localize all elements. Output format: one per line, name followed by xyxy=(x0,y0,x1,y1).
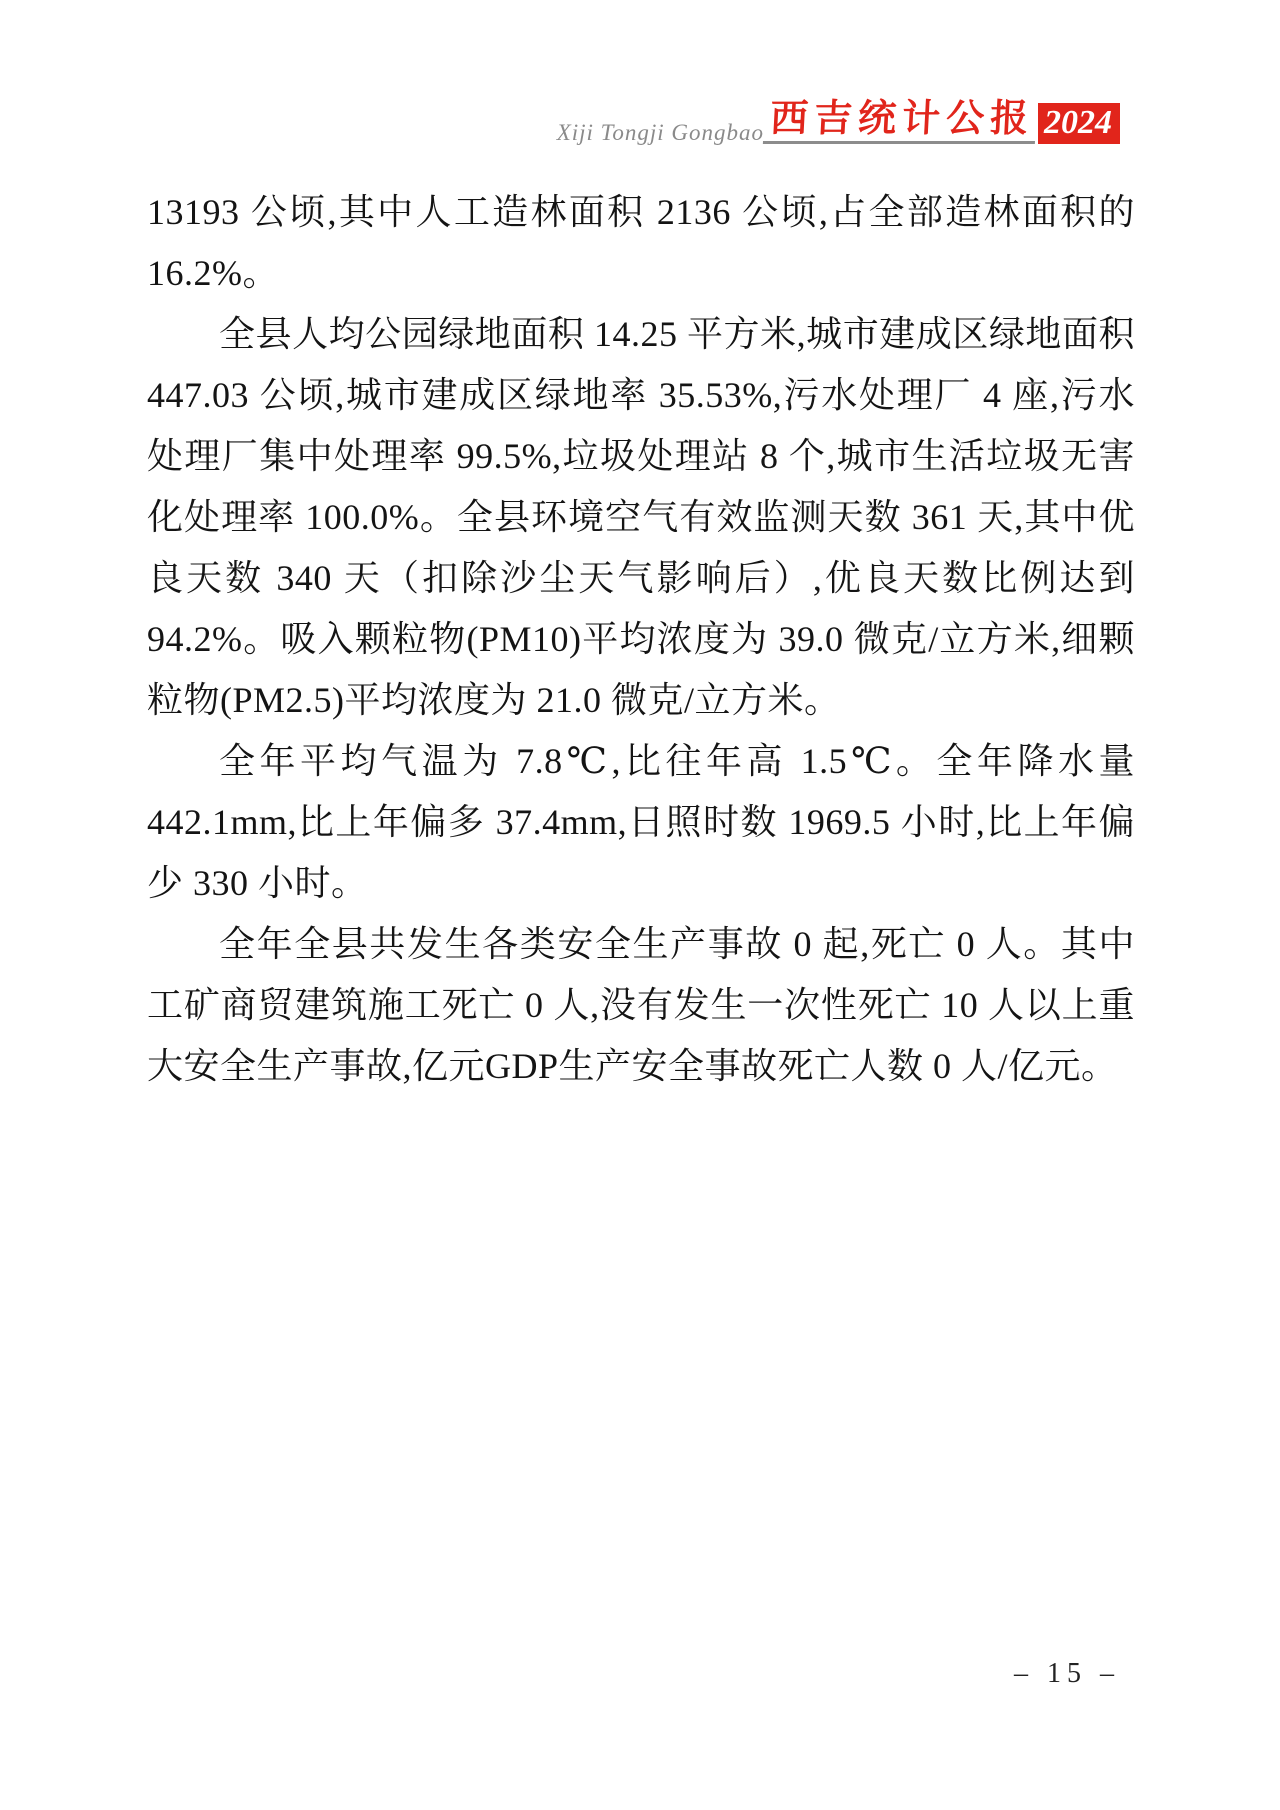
document-body xyxy=(147,182,1135,1097)
paragraph-weather: 全年平均气温为 7.8℃,比往年高 1.5℃。全年降水量 442.1mm,比上年偏多 37.4mm,日照时数 1969.5 小时,比上年偏少 330 小时。 xyxy=(147,741,1135,903)
header-year-badge: 2024 xyxy=(1038,103,1120,144)
page-header xyxy=(557,100,1120,144)
header-latin-title: Xiji Tongji Gongbao xyxy=(556,120,764,145)
page-number: – 15 – xyxy=(1014,1658,1120,1689)
paragraph-forest-area: 13193 公顷,其中人工造林面积 2136 公顷,占全部造林面积的 16.2%。 xyxy=(147,192,1135,293)
paragraph-safety: 全年全县共发生各类安全生产事故 0 起,死亡 0 人。其中工矿商贸建筑施工死亡 0 人,没有发生一次性死亡 10 人以上重大安全生产事故,亿元GDP生产安全事故死亡人数 0 人/亿元。 xyxy=(147,924,1135,1086)
paragraph-urban-environment: 全县人均公园绿地面积 14.25 平方米,城市建成区绿地面积 447.03 公顷,城市建成区绿地率 35.53%,污水处理厂 4 座,污水处理厂集中处理率 99.5%,垃圾处理站 8 个,城市生活垃圾无害化处理率 100.0%。全县环境空气有效监测天数 361 天,其中优良天数 340 天（扣除沙尘天气影响后）,优良天数比例达到 94.2%。吸入颗粒物(PM10)平均浓度为 39.0 微克/立方米,细颗粒物(PM2.5)平均浓度为 21.0 微克/立方米。 xyxy=(147,314,1135,720)
header-cn-title: 西吉统计公报 xyxy=(763,100,1037,144)
